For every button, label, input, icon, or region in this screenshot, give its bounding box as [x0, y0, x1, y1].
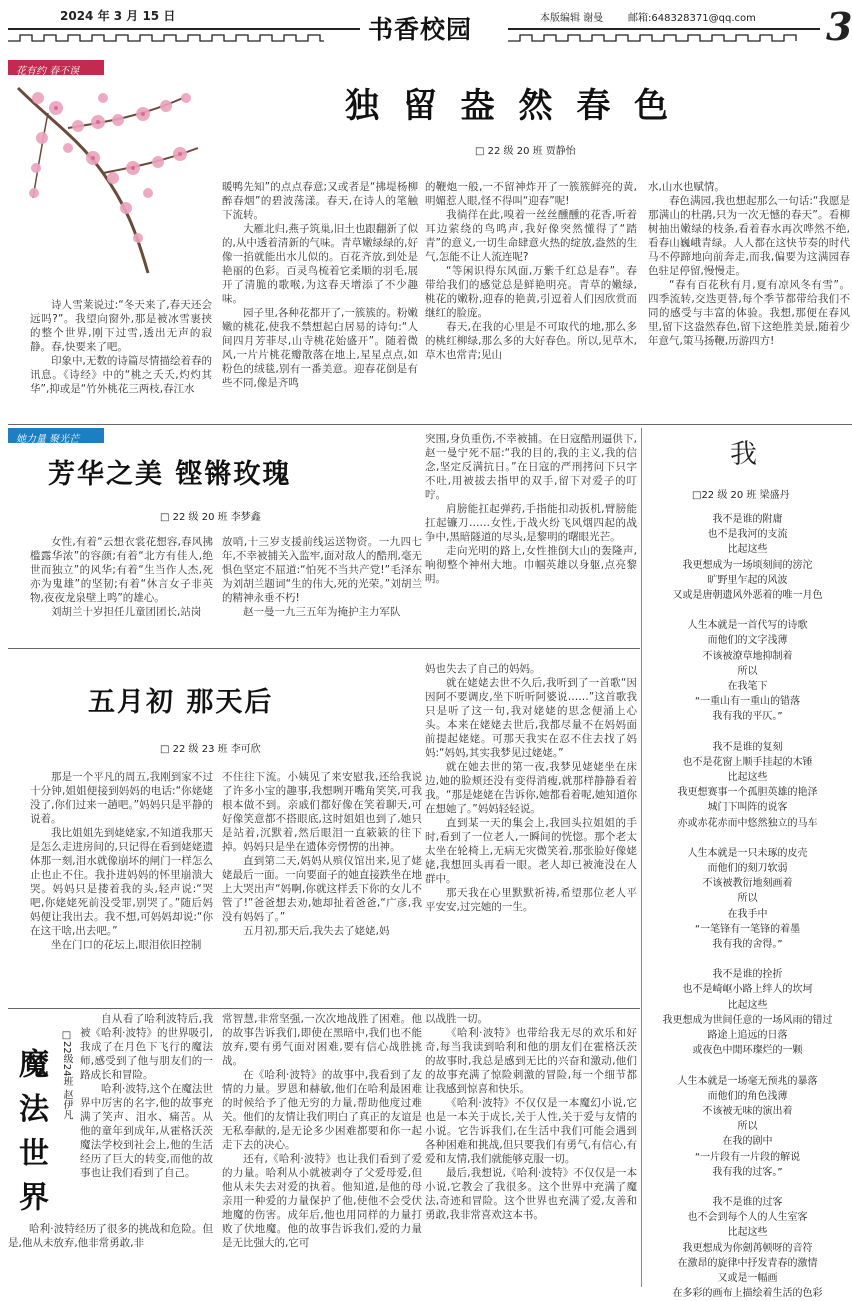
paragraph: 就在她去世的第一夜,我梦见姥姥坐在床边,她的脸颊还没有变得消瘦,就那样静静看着我。“那是姥姥在告诉你,她都看着呢,她知道你在想她了。”妈妈轻轻说。	[425, 761, 637, 815]
stanza-gap	[645, 952, 850, 967]
poem-line: 或夜色中閒环璨烂的一颗	[692, 1045, 803, 1057]
poem-line: 所以	[737, 893, 758, 905]
article3-column-3	[425, 662, 637, 1006]
divider	[8, 424, 852, 425]
paragraph: 那天我在心里默默祈祷,希望那位老人平平安安,过完她的一生。	[425, 887, 637, 913]
header-ornament-right	[508, 26, 820, 46]
poem-line: 在我笔下	[727, 681, 768, 693]
paragraph: 那是一个平凡的周五,我刚到家不过十分钟,姐姐便接到妈妈的电话:“你姥姥没了,你们过来一趟吧。”妈妈只是平静的说着。	[30, 771, 213, 825]
paragraph: 赵一曼一九三五年为掩护主力军队	[243, 606, 401, 618]
poem-line: 我有我的平仄。”	[712, 711, 783, 723]
poem-line: 也不是花窗上顺手挂起的木锤	[682, 756, 813, 768]
poem-line: 不该被无味的演出着	[702, 1105, 793, 1117]
poem-line: 比起这些	[727, 999, 768, 1011]
article1-column-1	[30, 298, 212, 416]
section-tag-spring: 花有约 春不误	[8, 60, 104, 75]
article3-column-2	[222, 770, 422, 1006]
paragraph: 我徜徉在此,嗅着一丝丝醺醺的花香,听着耳边萦绕的鸟鸣声,我好像突然懂得了“踏青”的意义,一切生命肆意火热的绽放,盎然的生气,怎能不让人流连呢?	[425, 209, 637, 263]
poem-line: 路途上追远的日落	[707, 1030, 788, 1042]
paragraph: 大雁北归,燕子筑巢,旧土也跟翻新了似的,从中透着清新的气味。青草嫩绿绿的,好像一掐就能出水儿似的。百花齐放,到处是艳丽的色彩。百灵鸟梳着它柔顺的羽毛,展开了清脆的歌喉,为这春天增添了不少趣味。	[222, 223, 418, 305]
paragraph: 我比姐姐先到姥姥家,不知道我那天是怎么走进房间的,只记得在看到姥姥遗体那一刻,泪水就像崩坏的闸门一样怎么止也止不住。我扑进妈妈的怀里崩溃大哭。妈妈只是搂着我的头,轻声说:“哭吧,你姥姥死前没受罪,别哭了。”随后妈妈便让我出去。我不想,可妈妈却说:“你在这干啥,出去吧。”	[30, 827, 213, 937]
paragraph: 《哈利·波特》不仅仅是一本魔幻小说,它也是一本关于成长,关于人性,关于爱与友情的小说。它告诉我们,在生活中我们可能会遇到各种困难和挑战,但只要我们有勇气,有信心,有爱和友情,我们就能够克服一切。	[425, 1097, 637, 1165]
peach-blossom-illustration	[8, 78, 218, 278]
poem-line: 我有我的过客。”	[712, 1166, 783, 1178]
paragraph: 哈利·波特,这个在魔法世界中厉害的名字,他的故事充满了笑声、泪水、痛苦。从他的童年到成年,从霍格沃茨魔法学校到社会上,他的生活经历了巨大的转变,而他的故事也让我们看到了自己。	[80, 1083, 213, 1179]
page-number: 3	[826, 4, 852, 49]
paragraph: 刘胡兰十岁担任儿童团团长,站岗	[51, 606, 202, 618]
poem-line: 我不是谁的复刻	[712, 741, 783, 753]
poem-line: 在多彩的画布上描绘着生活的色彩	[672, 1288, 823, 1300]
paragraph: 的鞭炮一般,一不留神炸开了一簇簇鲜亮的黄,明媚惹人眼,怪不得叫“迎春”呢!	[425, 181, 637, 207]
article3-title: 五月初 那天后	[88, 687, 274, 718]
poem-line: 旷野里乍起的风波	[707, 574, 788, 586]
article4-column-2	[222, 1012, 422, 1284]
article3-byline: □ 22 级 23 班 李可欣	[160, 744, 261, 755]
paragraph: 肩膀能扛起弹药,手指能扣动扳机,臂膀能扛起镰刀……女性,于战火纷飞风烟四起的战争中,黑暗隧道的尽头,是黎明的曙眼光芒。	[425, 503, 637, 543]
poem-line: 不该被潦草地抑制着	[702, 650, 793, 662]
article2-column-3	[425, 432, 637, 644]
poem-line: 我不是谁的附庸	[712, 514, 783, 525]
poem-line: “一笔锋有一笔锋的着墨	[694, 923, 801, 935]
section-tag-women: 她力量 聚光芒	[8, 428, 104, 443]
article1-column-2	[222, 180, 418, 420]
paragraph: 不住往下流。小姨见了来安慰我,还给我说了许多小宝的趣事,我想咧开嘴角笑笑,可我根本做不到。亲戚们都好像在笑着聊天,可好像笑意都不搭眼底,这时姐姐也到了,她只是站着,沉默着,然后眼泪一直簌簌的往下掉。妈妈只是坐在遗体旁愣愣的出神。	[222, 771, 422, 853]
poem-line: 也不是我河的支流	[707, 529, 788, 541]
article4-column-3	[425, 1012, 637, 1284]
header-date: 2024 年 3 月 15 日	[60, 9, 176, 23]
poem-line: 人生本就是一场毫无预兆的暴落	[677, 1075, 818, 1087]
paragraph: 常智慧,非常坚强,一次次地战胜了困难。他的故事告诉我们,即使在黑暗中,我们也不能放弃,要有勇气面对困难,要有信心战胜挑战。	[222, 1013, 422, 1067]
paragraph: 园子里,各种花都开了,一簇簇的。粉嫩嫩的桃花,使我不禁想起白居易的诗句:“人间四月芳菲尽,山寺桃花始盛开”。随着微风,一片片桃花瓣散落在地上,星星点点,如粉色的绒毯,别有一番美意。迎春花倒是有些不同,像是齐鸣	[222, 307, 418, 389]
paragraph: 直到某一天的集会上,我回头拉姐姐的手时,看到了一位老人,一瞬间的恍惚。那个老太太坐在轮椅上,无病无灾微笑着,那张脸好像姥姥,我想回头再看一眼。老人却已被淹没在人群中。	[425, 817, 637, 885]
paragraph: 妈也失去了自己的妈妈。	[425, 663, 541, 675]
paragraph: 春天,在我的心里是不可取代的地,那么多的桃红柳绿,那么多的大好春色。所以,见草木,草木也常青;见山	[425, 321, 637, 361]
stanza-gap	[645, 831, 850, 846]
paragraph: 哈利·波特经历了很多的挑战和危险。但是,他从未放弃,他非常勇敢,非	[8, 1223, 213, 1249]
paragraph: 《哈利·波特》也带给我无尽的欢乐和好奇,每当我读到哈利和他的朋友们在霍格沃茨的故事时,我总是感到无比的兴奋和激动,他们的故事充满了惊险刺激的冒险,每一个细节都让我感到惊喜和快乐。	[425, 1027, 637, 1095]
paragraph: 印象中,无数的诗篇尽情描绘着春的讯息。《诗经》中的“桃之夭夭,灼灼其华”,抑或是“竹外桃花三两枝,春江水	[30, 355, 212, 395]
article2-title: 芳华之美 铿锵玫瑰	[48, 459, 292, 490]
header-ornament-left	[8, 26, 360, 46]
poem-line: 人生本就是一首代写的诗歌	[687, 620, 808, 632]
paragraph: 春色满园,我也想起那么一句话:“我愿是那满山的杜鹃,只为一次无憾的春天”。看柳树抽出嫩绿的枝条,看着春水再次哗然不绝,看春山巍峨青绿。人人都在这快节奏的时代马不停蹄地向前奔走,而我,偏要为这满园春色驻足停留,慢慢走。	[648, 195, 850, 277]
article1-title: 独 留 盎 然 春 色	[345, 86, 675, 126]
poem-line: 人生本就是一只未琢的皮壳	[687, 847, 808, 859]
poem-line: 又或是一幅画	[717, 1272, 778, 1284]
paragraph: 诗人雪莱说过:“冬天来了,春天还会远吗?”。我望向窗外,那是被冰雪裹挟的整个世界,刚下过雪,透出无声的寂静。春,快要来了吧。	[30, 299, 212, 353]
poem-line: 不该被教衍地刻画着	[702, 878, 793, 890]
poem-line: 我更想成为一场顷刻间的滂沱	[682, 559, 813, 571]
poem-line: 比起这些	[727, 544, 768, 556]
poem-line: 也不会到每个人的人生室客	[687, 1212, 808, 1224]
paragraph: 在《哈利·波特》的故事中,我看到了友情的力量。罗恩和赫敏,他们在哈利最困难的时候给予了他无穷的力量,帮助他度过难关。他们的友情让我们明白了真正的友谊是无私奉献的,是无论多少困难都要和你一起走下去的决心。	[222, 1069, 422, 1151]
stanza-gap	[645, 1180, 850, 1195]
paragraph: 暖鸭先知”的点点春意;又或者是“拂堤杨柳醉春烟”的碧波荡漾。春天,在诗人的笔触下流转。	[222, 181, 418, 221]
poem-line: 也不是崎岖小路上绊人的坎坷	[682, 984, 813, 996]
poem-byline: □22 级 20 班 梁盛丹	[692, 490, 790, 501]
paragraph: “等闲识得东风面,万紫千红总是春”。春带给我们的感觉总是鲜艳明亮。青草的嫩绿,桃花的嫩粉,迎春的艳黄,引逗着人们因欣赏而继红的脸庞。	[425, 265, 637, 319]
paragraph: 突围,身负重伤,不幸被捕。在日寇酷刑逼供下,赵一曼宁死不屈:“我的目的,我的主义,我的信念,坚定反满抗日。”在日寇的严刑拷问下只字不吐,用被拔去指甲的双手,留下对爱子的叮咛。	[425, 433, 637, 501]
paragraph: 还有,《哈利·波特》也让我们看到了爱的力量。哈利从小就被剥夺了父爱母爱,但他从未失去对爱的执着。他知道,是他的母亲用一种爱的力量保护了他,使他不会受伏地魔的伤害。成年后,他也用同样的力量打败了伏地魔。他的故事告诉我们,爱的力量是无比强大的,它可	[222, 1153, 422, 1249]
divider	[8, 1008, 640, 1009]
article4-column-1a	[80, 1012, 213, 1222]
editor-email: 邮箱:648328371@qq.com	[628, 13, 756, 24]
poem-title: 我	[730, 439, 757, 470]
divider	[8, 648, 640, 649]
article1-column-4	[648, 180, 850, 420]
article4-column-1b	[8, 1222, 213, 1284]
poem-line: 我更想成为你劍苒顿呀的音符	[682, 1242, 813, 1254]
article1-byline: □ 22 级 20 班 贾静怡	[475, 146, 576, 157]
poem-body	[645, 512, 850, 1300]
poem-line: 比起这些	[727, 1227, 768, 1239]
poem-line: 我不是谁的拴折	[712, 969, 783, 981]
paragraph: 放哨,十三岁支援前线运送物资。一九四七年,不幸被捕关入监牢,面对敌人的酷刑,毫无惧色坚定不屈道:“怕死不当共产党!”毛泽东为刘胡兰题词“生的伟大,死的光荣。”刘胡兰的精神永垂不朽!	[222, 536, 422, 604]
article3-column-1	[30, 770, 213, 1006]
poem-line: 我更想成为世间任意的一场风雨的错过	[662, 1014, 833, 1026]
article2-column-1	[30, 535, 213, 645]
poem-line: 所以	[737, 665, 758, 677]
poem-line: 我更想赛事一个孤胆英雄的艳泽	[677, 787, 818, 799]
article2-byline: □ 22 级 20 班 李梦鑫	[160, 512, 261, 523]
paragraph: 水,山水也赋情。	[648, 181, 725, 193]
poem-line: 在我的剧中	[722, 1136, 773, 1148]
poem-line: 比起这些	[727, 772, 768, 784]
paragraph: 最后,我想说,《哈利·波特》不仅仅是一本小说,它教会了我很多。这个世界中充满了魔法,奇迹和冒险。这个世界也充满了爱,友善和勇敢,我非常喜欢这本书。	[425, 1167, 637, 1221]
stanza-gap	[645, 1059, 850, 1074]
paragraph: 五月初,那天后,我失去了姥姥,妈	[243, 925, 390, 937]
stanza-gap	[645, 725, 850, 740]
poem-line: 又或是唐朝遗风外恶着的唯一月色	[672, 590, 823, 602]
editor-credit: 本版编辑 谢曼	[540, 13, 604, 24]
section-name: 书香校园	[368, 15, 473, 44]
poem-line: 而他们的文字浅薄	[707, 635, 788, 647]
poem-line: 在激昂的旋律中抒发青春的激情	[677, 1257, 818, 1269]
article2-column-2	[222, 535, 422, 645]
poem-line: 我有我的舍得。”	[712, 939, 783, 951]
poem-line: 而他们的角色浅薄	[707, 1090, 788, 1102]
paragraph: 就在姥姥去世不久后,我听到了一首歌“因因阿不要调皮,坐下听听阿婆说……”这首歌我只是听了这一句,我对姥姥的思念便涌上心头。本来在姥姥去世后,我都尽量不在妈妈面前提起姥姥。可那天我实在忍不住去找了妈妈:“妈妈,其实我梦见过姥姥。”	[425, 677, 637, 759]
paragraph: 直到第二天,妈妈从殡仪馆出来,见了姥姥最后一面。一向要面子的她直接跌坐在地上大哭出声“妈啊,你就这样丢下你的女儿不管了!”爸爸想去劝,她却扯着爸爸,“广彦,我没有妈妈了。”	[222, 855, 422, 923]
poem-column-divider	[641, 428, 642, 1287]
paragraph: 自从看了哈利波特后,我被《哈利·波特》的世界吸引,我成了在月色下飞行的魔法师,感受到了他与朋友们的一路成长和冒险。	[80, 1013, 213, 1081]
poem-line: 而他们的刻刀软弱	[707, 863, 788, 875]
article4-byline: □22级24班 赵伊凡	[61, 1030, 72, 1120]
paragraph: 走向光明的路上,女性推倒大山的轰隆声,响彻整个神州大地。巾帼英雄以身躯,点亮黎明。	[425, 545, 637, 585]
article1-column-3	[425, 180, 637, 420]
stanza-gap	[645, 603, 850, 618]
paragraph: “春有百花秋有月,夏有凉风冬有雪”。四季流转,交迭更替,每个季节都带给我们不同的感受与丰富的体验。我想,那便在春风里,留下这盎然春色,留下这绝胜美景,随着少年意气,策马扬鞭,历游四方!	[648, 279, 850, 347]
poem-line: 城门下叫阵的说客	[707, 802, 788, 814]
poem-line: “一片段有一片段的解说	[694, 1151, 801, 1163]
poem-line: “一重山有一重山的错落	[694, 696, 801, 708]
paragraph: 坐在门口的花坛上,眼泪依旧控制	[51, 939, 202, 951]
poem-line: 亦或赤花赤而中悠然独立的马车	[677, 817, 818, 829]
article4-title: 魔 法 世 界	[13, 1048, 48, 1214]
poem-line: 在我手中	[727, 908, 768, 920]
poem-line: 我不是谁的过客	[712, 1196, 783, 1208]
paragraph: 以战胜一切。	[425, 1013, 488, 1025]
paragraph: 女性,有着“云想衣裳花想容,春风拂槛露华浓”的容颜;有着“北方有佳人,绝世而独立”的风华;有着“生当作人杰,死亦为鬼雄”的坚韧;有着“休言女子非英物,夜夜龙泉壁上鸣”的雄心。	[30, 536, 213, 604]
poem-line: 所以	[737, 1121, 758, 1133]
